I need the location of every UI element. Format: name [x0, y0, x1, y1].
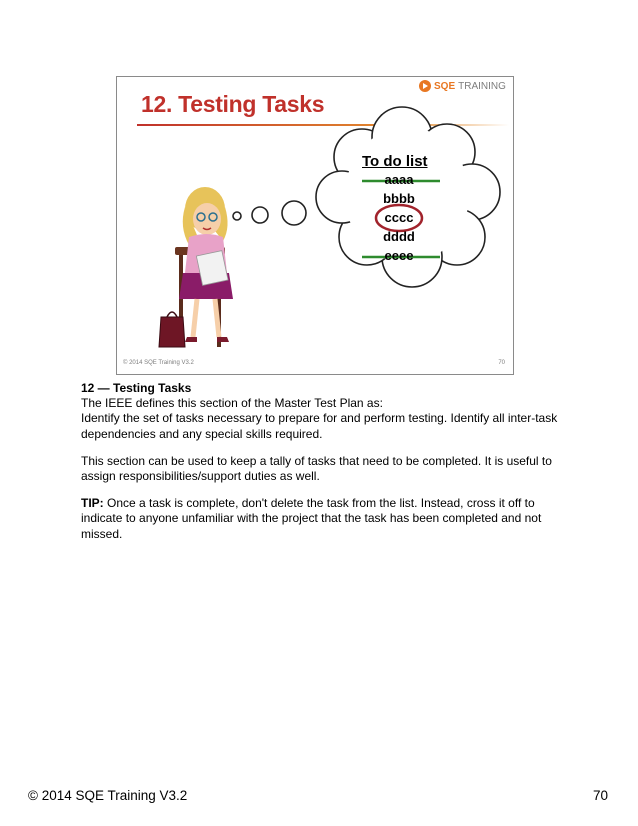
todo-item: eeee	[384, 248, 414, 263]
tip-label: TIP:	[81, 496, 104, 511]
brand-name: SQE	[434, 80, 456, 92]
notes-line: Identify the set of tasks necessary to prepare for and perform testing. Identify all inter-task dependencies and any special skills required.	[81, 411, 558, 441]
slide-illustration	[117, 77, 513, 374]
notes-line: The IEEE defines this section of the Master Test Plan as:	[81, 396, 383, 411]
todo-title: To do list	[362, 153, 428, 170]
slide-footer: © 2014 SQE Training V3.2	[123, 360, 194, 366]
thought-bubbles	[233, 201, 306, 225]
notes-paragraph: This section can be used to keep a tally of tasks that need to be completed. It is useful to assign responsibilities/support duties as well.	[81, 453, 552, 484]
page-footer: © 2014 SQE Training V3.2	[28, 788, 188, 803]
brand-tagline: TRAINING	[458, 80, 506, 92]
woman-figure-icon	[159, 187, 233, 347]
notes-heading: 12 — Testing Tasks	[81, 381, 192, 395]
todo-item: dddd	[383, 229, 415, 244]
notes-text	[81, 381, 561, 542]
slide-image	[116, 76, 514, 375]
tip-text: Once a task is complete, don't delete the task from the list. Instead, cross it off to indicate to anyone unfamiliar with the project that the task has been completed and not missed.	[81, 496, 542, 541]
tip-paragraph	[81, 496, 561, 542]
slide-title: 12. Testing Tasks	[141, 91, 325, 117]
todo-item: cccc	[384, 210, 414, 225]
page-number: 70	[592, 788, 608, 803]
slide-number: 70	[498, 360, 505, 366]
todo-item: aaaa	[384, 172, 414, 187]
todo-item: bbbb	[383, 191, 415, 206]
